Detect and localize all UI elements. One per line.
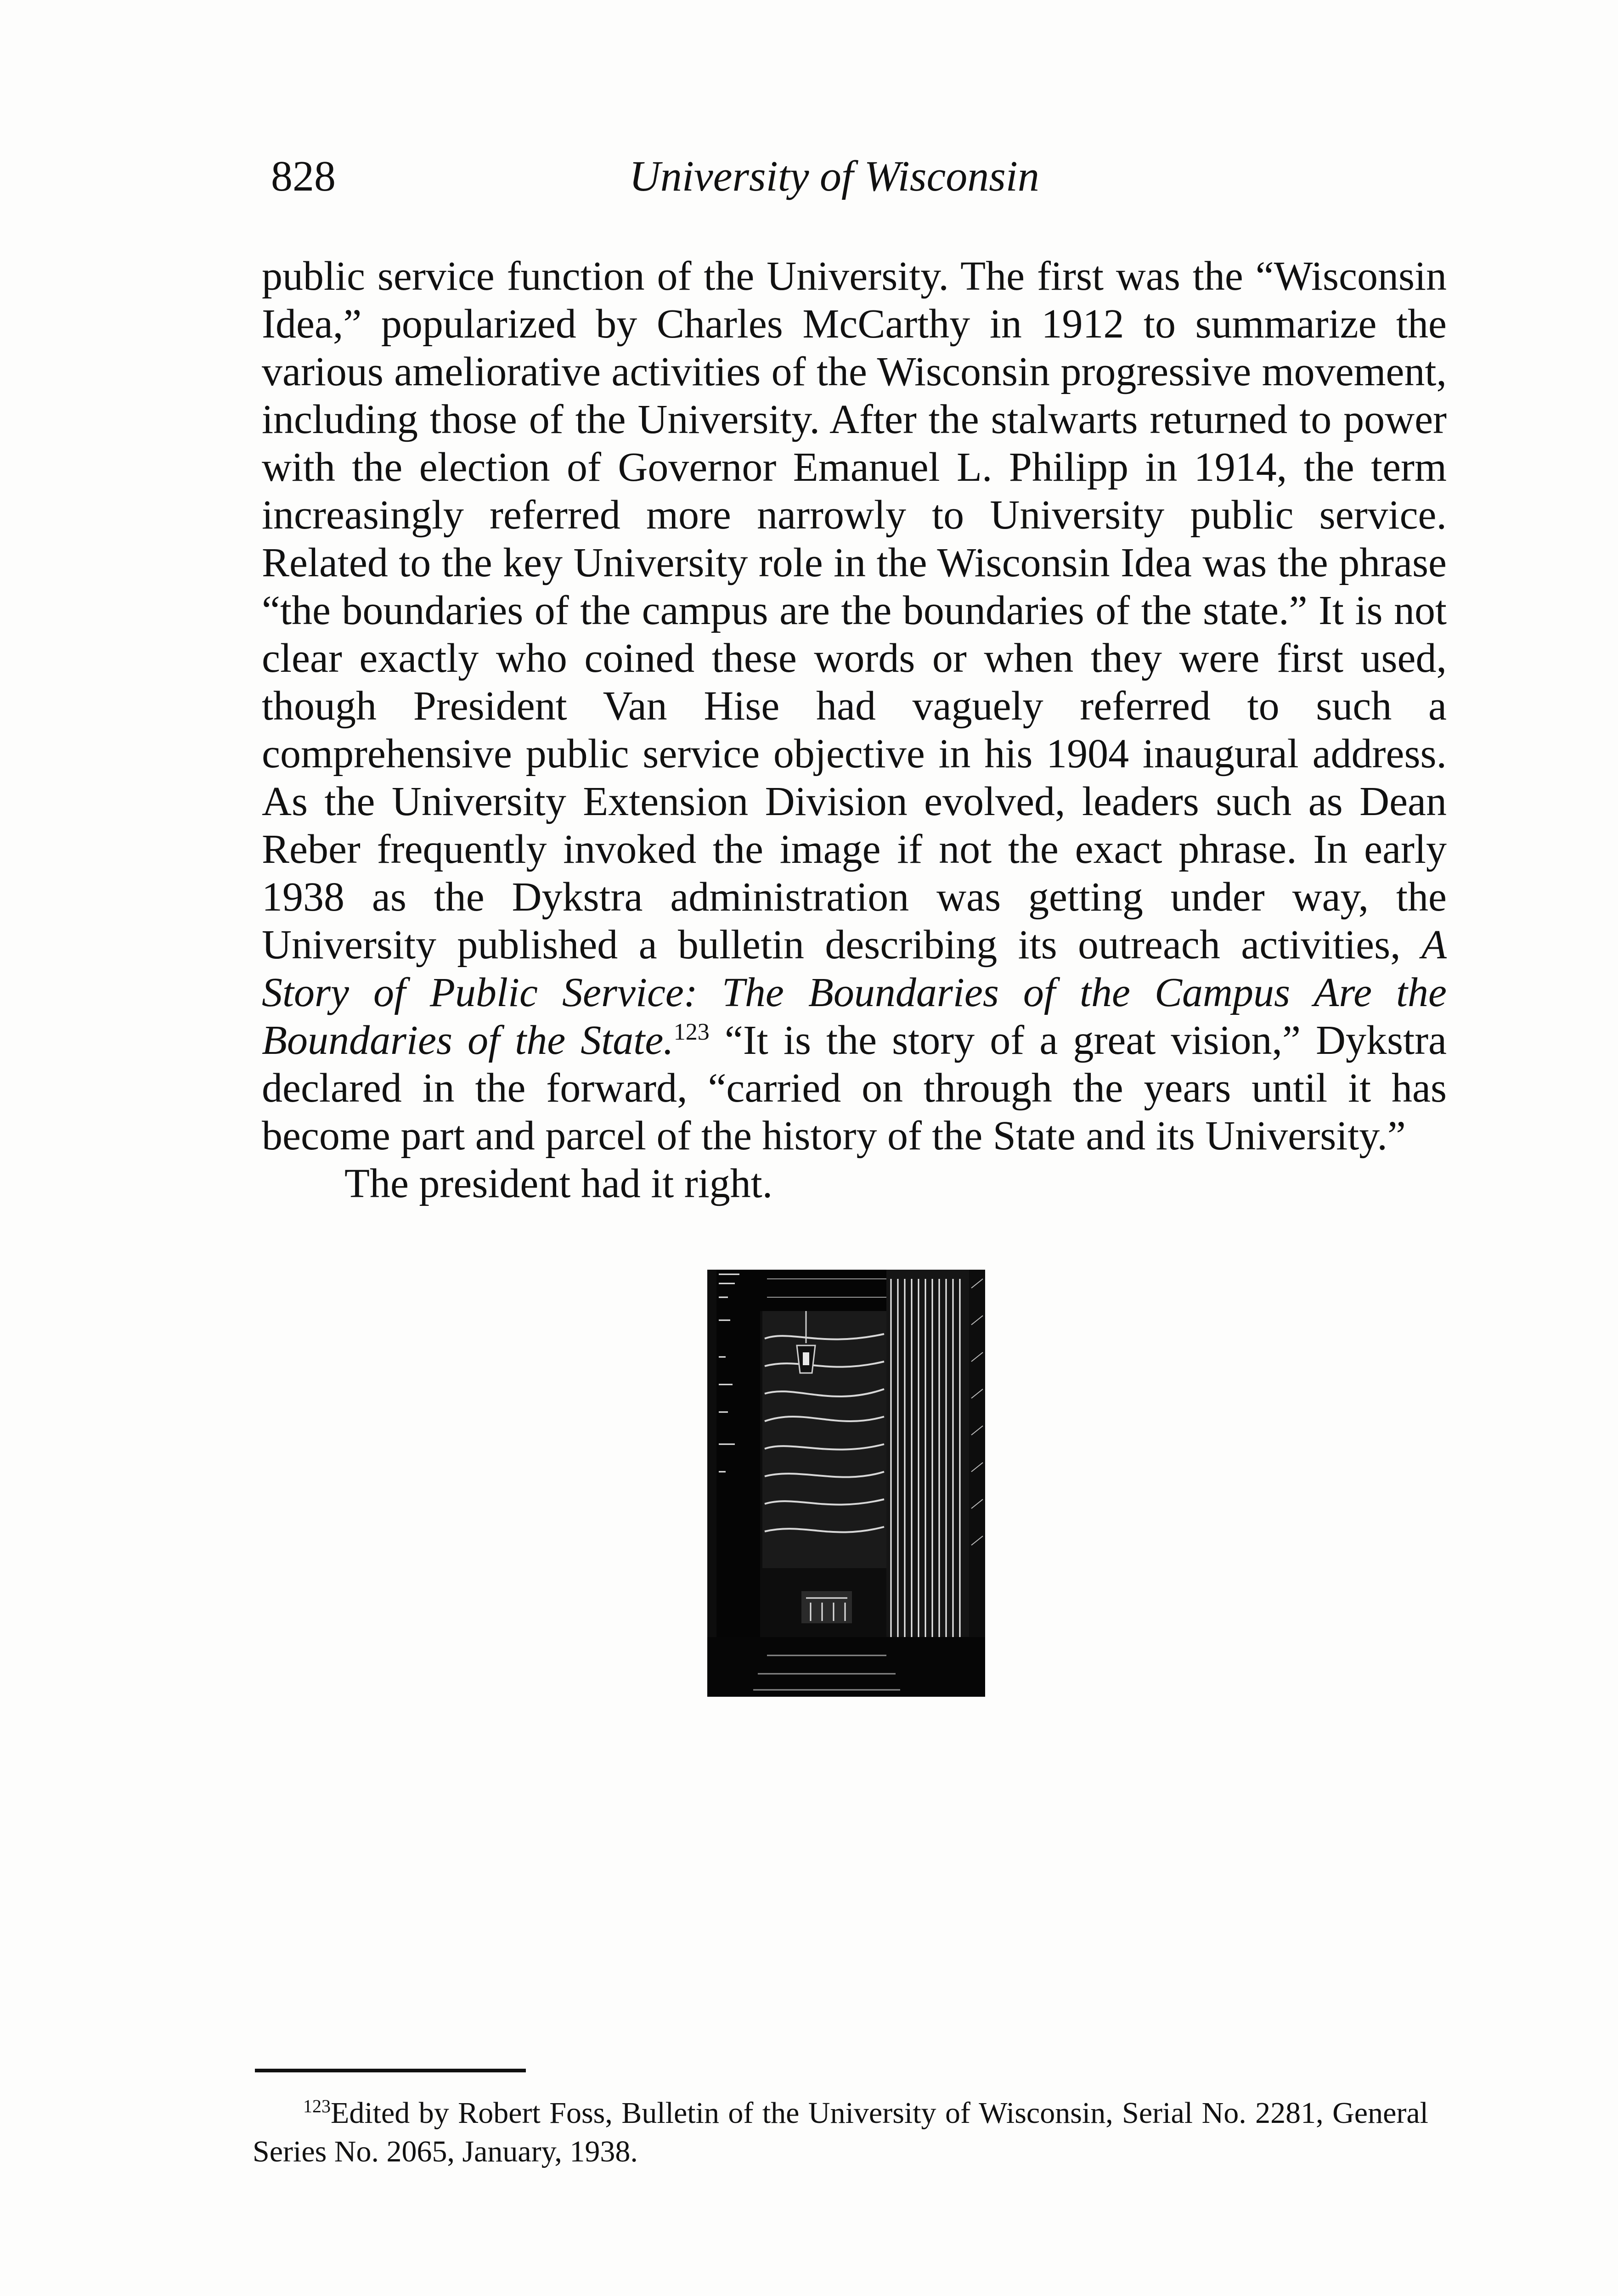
colonnade-woodcut-graphic: [707, 1270, 985, 1697]
running-head-title: University of Wisconsin: [629, 152, 1039, 200]
woodcut-illustration: [707, 1270, 985, 1697]
bulletin-title: A Story of Public Service: The Boundaries of the Campus Are the Boundaries of the State.: [262, 922, 1447, 1063]
paragraph-1-quote: “It is the story of a great vision,” Dykstra declared in the forward, “carried on through the years until it has become part and parcel of the history of the State and its University.”: [262, 1018, 1447, 1159]
body-text: [262, 253, 1447, 1208]
paragraph-1-text: public service function of the University. The first was the “Wisconsin Idea,” popularized by Charles McCarthy in 1912 to summarize the various ameliorative activities of the Wisconsin progressive movement, including those of the University. After the stalwarts returned to power with the election of Governor Emanuel L. Philipp in 1914, the term increasingly referred more narrowly to University public service. Related to the key University role in the Wisconsin Idea was the phrase “the boundaries of the campus are the boundaries of the state.” It is not clear exactly who coined these words or when they were first used, though President Van Hise had vaguely referred to such a comprehensive public service objective in his 1904 inaugural address. As the University Extension Division evolved, leaders such as Dean Reber frequently invoked the image if not the exact phrase. In early 1938 as the Dykstra administration was getting under way, the University published a bulletin describing its outreach activities,: [262, 253, 1447, 968]
footnote-text: Edited by Robert Foss, Bulletin of the University of Wisconsin, Serial No. 2281, General Series No. 2065, January, 1938.: [253, 2096, 1428, 2168]
page-number: 828: [271, 152, 336, 200]
footnote-reference[interactable]: 123: [673, 1019, 710, 1045]
paragraph-2: The president had it right.: [344, 1161, 773, 1206]
paragraph-1: [262, 253, 1447, 1160]
running-head: [257, 152, 1451, 216]
footnote-divider: [255, 2069, 526, 2072]
footnote-marker: 123: [303, 2096, 331, 2116]
footnote: [253, 2094, 1428, 2171]
